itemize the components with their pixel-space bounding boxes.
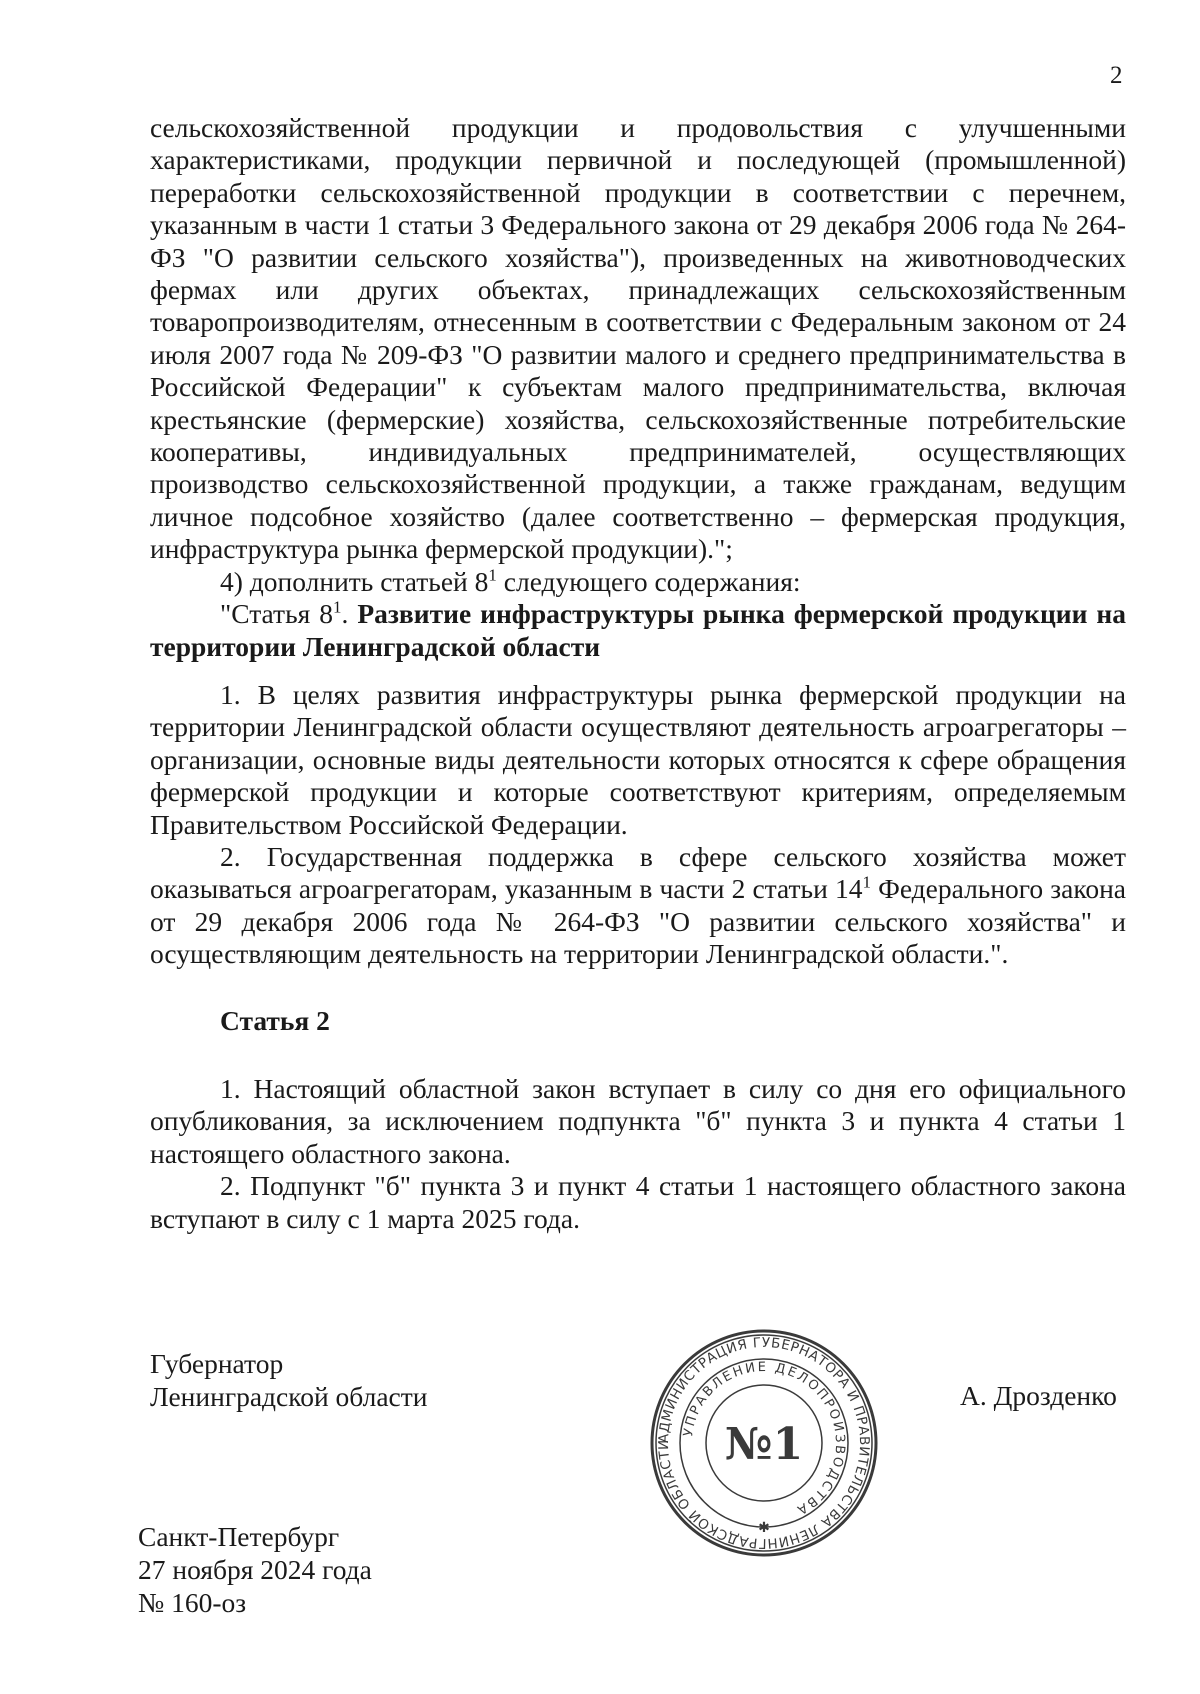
seal-star-icon: ✱ bbox=[758, 1520, 770, 1536]
seal-center-text: №1 bbox=[724, 1419, 804, 1470]
superscript: 1 bbox=[488, 565, 497, 585]
official-seal bbox=[648, 1327, 880, 1559]
superscript: 1 bbox=[332, 597, 342, 617]
document-footer bbox=[138, 1520, 372, 1619]
article-title-bold: Развитие инфраструктуры рынка фермерской продукции на территории Ленинградской области bbox=[150, 598, 1127, 662]
paragraph-item-4 bbox=[150, 566, 1126, 598]
text-fragment: следующего содержания: bbox=[496, 565, 801, 597]
article-8-1-title bbox=[150, 598, 1126, 663]
paragraph-article-2-part-1: 1. Настоящий областной закон вступает в силу со дня его официального опубликования, за исключением подпункта "б" пункта 3 и пункта 4 статьи 1 настоящего областного закона. bbox=[150, 1072, 1126, 1169]
signature-name: А. Дрозденко bbox=[960, 1380, 1117, 1411]
footer-city: Санкт-Петербург bbox=[138, 1521, 340, 1552]
text-fragment: 4) дополнить статьей 8 bbox=[220, 565, 489, 597]
article-2-heading: Статья 2 bbox=[220, 1004, 330, 1036]
page-number: 2 bbox=[1110, 62, 1123, 89]
paragraph-article-8-1-part-2 bbox=[150, 841, 1126, 971]
text-fragment: "Статья 8 bbox=[220, 598, 333, 630]
footer-number: № 160-оз bbox=[138, 1587, 247, 1618]
superscript: 1 bbox=[862, 872, 871, 892]
text-fragment: . bbox=[341, 598, 358, 630]
signature-title bbox=[150, 1347, 427, 1413]
document-body bbox=[150, 112, 1126, 1235]
signature-title-line: Ленинградской области bbox=[150, 1381, 428, 1412]
paragraph-continuation: сельскохозяйственной продукции и продовольствия с улучшенными характеристиками, продукции первичной и последующей (промышленной) переработки сельскохозяйственной продукции в соответствии с перечнем, указанным в части 1 статьи 3 Федерального закона от 29 декабря 2006 года № 264-ФЗ "О развитии сельского хозяйства"), произведенных на животноводческих фермах или других объектах, принадлежащих сельскохозяйственным товаропроизводителям, отнесенным в соответствии с Федеральным законом от 24 июля 2007 года № 209-ФЗ "О развитии малого и среднего предпринимательства в Российской Федерации" к субъектам малого предпринимательства, включая крестьянские (фермерские) хозяйства, сельскохозяйственные потребительские кооперативы, индивидуальных предпринимателей, осуществляющих производство сельскохозяйственной продукции, а также гражданам, ведущим личное подсобное хозяйство (далее соответственно – фермерская продукция, инфраструктура рынка фермерской продукции)."; bbox=[150, 112, 1126, 565]
footer-date: 27 ноября 2024 года bbox=[138, 1554, 372, 1585]
signature-title-line: Губернатор bbox=[150, 1348, 284, 1379]
paragraph-article-8-1-part-1: 1. В целях развития инфраструктуры рынка фермерской продукции на территории Ленинградской области осуществляют деятельность агроагрегаторы – организации, основные виды деятельности которых относятся к сфере обращения фермерской продукции и которые соответствуют критериям, определяемым Правительством Российской Федерации. bbox=[150, 678, 1126, 840]
text-fragment: 2. Государственная поддержка в сфере сельского хозяйства может оказываться агроагрегаторам, указанным в части 2 статьи 14 bbox=[150, 840, 1126, 905]
seal-outer-text: АДМИНИСТРАЦИЯ ГУБЕРНАТОРА И ПРАВИТЕЛЬСТВА ЛЕНИНГРАДСКОЙ ОБЛАСТИ bbox=[655, 1334, 873, 1552]
paragraph-article-2-part-2: 2. Подпункт "б" пункта 3 и пункт 4 статьи 1 настоящего областного закона вступают в силу с 1 марта 2025 года. bbox=[150, 1170, 1126, 1234]
text-fragment: Федерального закона от 29 декабря 2006 года № 264-ФЗ "О развитии сельского хозяйства" и осуществляющим деятельность на территории Ленинградской области.". bbox=[150, 873, 1127, 970]
seal-inner-text: УПРАВЛЕНИЕ ДЕЛОПРОИЗВОДСТВА bbox=[681, 1359, 848, 1518]
